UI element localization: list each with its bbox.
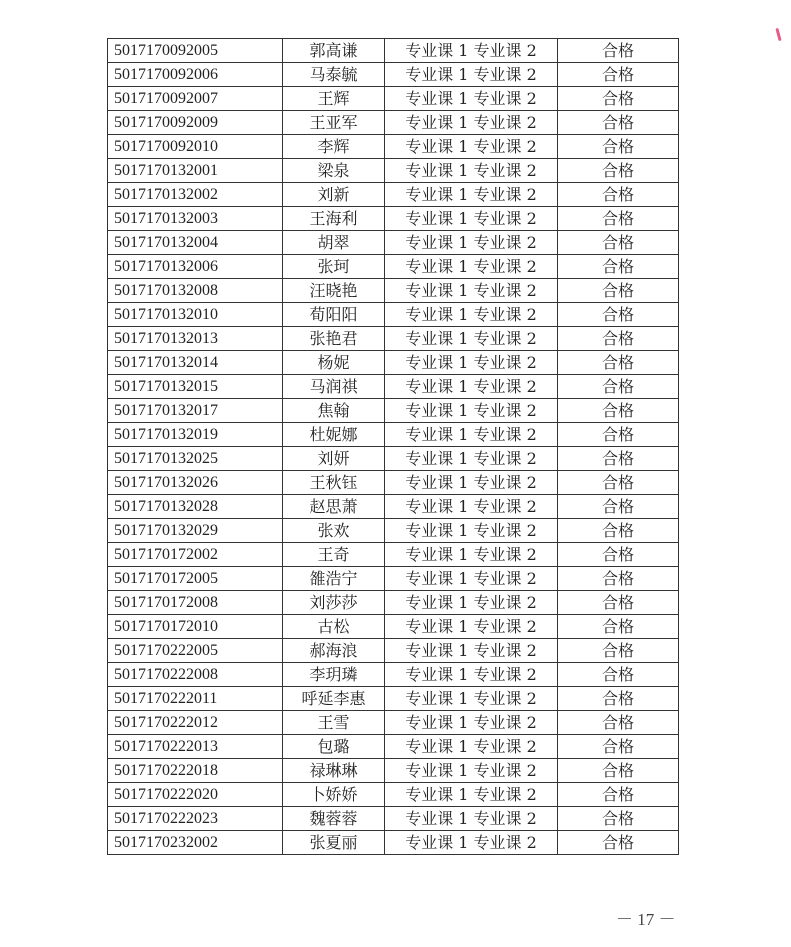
candidate-name-cell: 王雪	[283, 711, 385, 735]
subjects-cell: 专业课 1 专业课 2	[385, 639, 558, 663]
candidate-id-cell: 5017170132006	[108, 255, 283, 279]
subjects-cell: 专业课 1 专业课 2	[385, 663, 558, 687]
table-row	[108, 135, 679, 159]
candidate-id-cell: 5017170222008	[108, 663, 283, 687]
subjects-cell: 专业课 1 专业课 2	[385, 759, 558, 783]
table-row	[108, 663, 679, 687]
table-row	[108, 87, 679, 111]
result-cell: 合格	[558, 87, 679, 111]
candidate-id-cell: 5017170092005	[108, 39, 283, 63]
candidate-id-cell: 5017170222012	[108, 711, 283, 735]
result-cell: 合格	[558, 351, 679, 375]
candidate-name-cell: 王奇	[283, 543, 385, 567]
candidate-name-cell: 马泰毓	[283, 63, 385, 87]
candidate-id-cell: 5017170132025	[108, 447, 283, 471]
table-row	[108, 399, 679, 423]
result-cell: 合格	[558, 711, 679, 735]
table-row	[108, 159, 679, 183]
subjects-cell: 专业课 1 专业课 2	[385, 399, 558, 423]
table-row	[108, 711, 679, 735]
result-cell: 合格	[558, 471, 679, 495]
table-row	[108, 495, 679, 519]
candidate-id-cell: 5017170132017	[108, 399, 283, 423]
candidate-name-cell: 刘妍	[283, 447, 385, 471]
result-cell: 合格	[558, 39, 679, 63]
candidate-name-cell: 杨妮	[283, 351, 385, 375]
candidate-name-cell: 刘莎莎	[283, 591, 385, 615]
candidate-name-cell: 梁泉	[283, 159, 385, 183]
candidate-id-cell: 5017170232002	[108, 831, 283, 855]
table-row	[108, 111, 679, 135]
table-row	[108, 351, 679, 375]
table-row	[108, 423, 679, 447]
candidate-id-cell: 5017170132026	[108, 471, 283, 495]
candidate-id-cell: 5017170092006	[108, 63, 283, 87]
candidate-name-cell: 王海利	[283, 207, 385, 231]
candidate-id-cell: 5017170222011	[108, 687, 283, 711]
candidate-name-cell: 禄琳琳	[283, 759, 385, 783]
candidate-name-cell: 李辉	[283, 135, 385, 159]
candidate-name-cell: 赵思萧	[283, 495, 385, 519]
candidate-name-cell: 张艳君	[283, 327, 385, 351]
candidate-id-cell: 5017170092010	[108, 135, 283, 159]
candidate-name-cell: 王秋钰	[283, 471, 385, 495]
subjects-cell: 专业课 1 专业课 2	[385, 519, 558, 543]
candidate-name-cell: 胡翠	[283, 231, 385, 255]
subjects-cell: 专业课 1 专业课 2	[385, 591, 558, 615]
subjects-cell: 专业课 1 专业课 2	[385, 327, 558, 351]
candidate-name-cell: 包璐	[283, 735, 385, 759]
subjects-cell: 专业课 1 专业课 2	[385, 255, 558, 279]
candidate-id-cell: 5017170132008	[108, 279, 283, 303]
result-cell: 合格	[558, 495, 679, 519]
results-table	[107, 38, 679, 855]
result-cell: 合格	[558, 111, 679, 135]
table-row	[108, 255, 679, 279]
subjects-cell: 专业课 1 专业课 2	[385, 711, 558, 735]
result-cell: 合格	[558, 231, 679, 255]
candidate-id-cell: 5017170132014	[108, 351, 283, 375]
subjects-cell: 专业课 1 专业课 2	[385, 231, 558, 255]
candidate-name-cell: 王辉	[283, 87, 385, 111]
candidate-id-cell: 5017170132013	[108, 327, 283, 351]
candidate-id-cell: 5017170092007	[108, 87, 283, 111]
result-cell: 合格	[558, 831, 679, 855]
subjects-cell: 专业课 1 专业课 2	[385, 783, 558, 807]
candidate-id-cell: 5017170132002	[108, 183, 283, 207]
candidate-name-cell: 郭高谦	[283, 39, 385, 63]
ink-mark	[775, 28, 781, 41]
table-row	[108, 687, 679, 711]
table-row	[108, 39, 679, 63]
subjects-cell: 专业课 1 专业课 2	[385, 207, 558, 231]
result-cell: 合格	[558, 279, 679, 303]
subjects-cell: 专业课 1 专业课 2	[385, 183, 558, 207]
table-row	[108, 327, 679, 351]
candidate-id-cell: 5017170172005	[108, 567, 283, 591]
subjects-cell: 专业课 1 专业课 2	[385, 423, 558, 447]
candidate-name-cell: 张夏丽	[283, 831, 385, 855]
subjects-cell: 专业课 1 专业课 2	[385, 303, 558, 327]
result-cell: 合格	[558, 615, 679, 639]
candidate-name-cell: 李玥璘	[283, 663, 385, 687]
result-cell: 合格	[558, 759, 679, 783]
subjects-cell: 专业课 1 专业课 2	[385, 567, 558, 591]
table-row	[108, 759, 679, 783]
subjects-cell: 专业课 1 专业课 2	[385, 135, 558, 159]
result-cell: 合格	[558, 63, 679, 87]
table-row	[108, 831, 679, 855]
table-row	[108, 783, 679, 807]
table-row	[108, 279, 679, 303]
table-row	[108, 807, 679, 831]
candidate-name-cell: 郝海浪	[283, 639, 385, 663]
subjects-cell: 专业课 1 专业课 2	[385, 471, 558, 495]
table-row	[108, 591, 679, 615]
results-table-body	[108, 39, 679, 855]
candidate-name-cell: 汪晓艳	[283, 279, 385, 303]
subjects-cell: 专业课 1 专业课 2	[385, 447, 558, 471]
candidate-id-cell: 5017170132029	[108, 519, 283, 543]
candidate-id-cell: 5017170132003	[108, 207, 283, 231]
result-cell: 合格	[558, 687, 679, 711]
result-cell: 合格	[558, 375, 679, 399]
table-row	[108, 639, 679, 663]
candidate-id-cell: 5017170132015	[108, 375, 283, 399]
candidate-name-cell: 雒浩宁	[283, 567, 385, 591]
table-row	[108, 63, 679, 87]
candidate-id-cell: 5017170132001	[108, 159, 283, 183]
result-cell: 合格	[558, 591, 679, 615]
candidate-name-cell: 刘新	[283, 183, 385, 207]
candidate-name-cell: 呼延李惠	[283, 687, 385, 711]
subjects-cell: 专业课 1 专业课 2	[385, 39, 558, 63]
subjects-cell: 专业课 1 专业课 2	[385, 63, 558, 87]
candidate-id-cell: 5017170132010	[108, 303, 283, 327]
result-cell: 合格	[558, 159, 679, 183]
result-cell: 合格	[558, 543, 679, 567]
candidate-name-cell: 张珂	[283, 255, 385, 279]
candidate-id-cell: 5017170172008	[108, 591, 283, 615]
candidate-name-cell: 魏蓉蓉	[283, 807, 385, 831]
table-row	[108, 735, 679, 759]
candidate-name-cell: 王亚军	[283, 111, 385, 135]
subjects-cell: 专业课 1 专业课 2	[385, 543, 558, 567]
table-row	[108, 447, 679, 471]
subjects-cell: 专业课 1 专业课 2	[385, 831, 558, 855]
table-row	[108, 303, 679, 327]
candidate-name-cell: 古松	[283, 615, 385, 639]
candidate-name-cell: 荀阳阳	[283, 303, 385, 327]
subjects-cell: 专业课 1 专业课 2	[385, 159, 558, 183]
result-cell: 合格	[558, 135, 679, 159]
result-cell: 合格	[558, 447, 679, 471]
candidate-id-cell: 5017170132028	[108, 495, 283, 519]
table-row	[108, 567, 679, 591]
result-cell: 合格	[558, 639, 679, 663]
result-cell: 合格	[558, 735, 679, 759]
table-row	[108, 471, 679, 495]
candidate-id-cell: 5017170222023	[108, 807, 283, 831]
table-row	[108, 543, 679, 567]
candidate-name-cell: 焦翰	[283, 399, 385, 423]
result-cell: 合格	[558, 255, 679, 279]
subjects-cell: 专业课 1 专业课 2	[385, 807, 558, 831]
candidate-id-cell: 5017170222005	[108, 639, 283, 663]
table-row	[108, 375, 679, 399]
candidate-id-cell: 5017170132004	[108, 231, 283, 255]
candidate-id-cell: 5017170132019	[108, 423, 283, 447]
result-cell: 合格	[558, 327, 679, 351]
result-cell: 合格	[558, 567, 679, 591]
result-cell: 合格	[558, 807, 679, 831]
candidate-name-cell: 卜娇娇	[283, 783, 385, 807]
subjects-cell: 专业课 1 专业课 2	[385, 615, 558, 639]
subjects-cell: 专业课 1 专业课 2	[385, 687, 558, 711]
candidate-name-cell: 张欢	[283, 519, 385, 543]
candidate-name-cell: 杜妮娜	[283, 423, 385, 447]
result-cell: 合格	[558, 183, 679, 207]
candidate-id-cell: 5017170222018	[108, 759, 283, 783]
result-cell: 合格	[558, 663, 679, 687]
result-cell: 合格	[558, 423, 679, 447]
candidate-id-cell: 5017170092009	[108, 111, 283, 135]
table-row	[108, 231, 679, 255]
result-cell: 合格	[558, 519, 679, 543]
candidate-id-cell: 5017170172002	[108, 543, 283, 567]
result-cell: 合格	[558, 303, 679, 327]
table-row	[108, 615, 679, 639]
subjects-cell: 专业课 1 专业课 2	[385, 495, 558, 519]
subjects-cell: 专业课 1 专业课 2	[385, 111, 558, 135]
subjects-cell: 专业课 1 专业课 2	[385, 351, 558, 375]
candidate-id-cell: 5017170222013	[108, 735, 283, 759]
page-number: － 17 －	[616, 910, 676, 929]
table-row	[108, 519, 679, 543]
table-row	[108, 183, 679, 207]
candidate-id-cell: 5017170222020	[108, 783, 283, 807]
result-cell: 合格	[558, 399, 679, 423]
subjects-cell: 专业课 1 专业课 2	[385, 279, 558, 303]
candidate-name-cell: 马润祺	[283, 375, 385, 399]
result-cell: 合格	[558, 207, 679, 231]
result-cell: 合格	[558, 783, 679, 807]
subjects-cell: 专业课 1 专业课 2	[385, 375, 558, 399]
table-row	[108, 207, 679, 231]
subjects-cell: 专业课 1 专业课 2	[385, 735, 558, 759]
candidate-id-cell: 5017170172010	[108, 615, 283, 639]
subjects-cell: 专业课 1 专业课 2	[385, 87, 558, 111]
